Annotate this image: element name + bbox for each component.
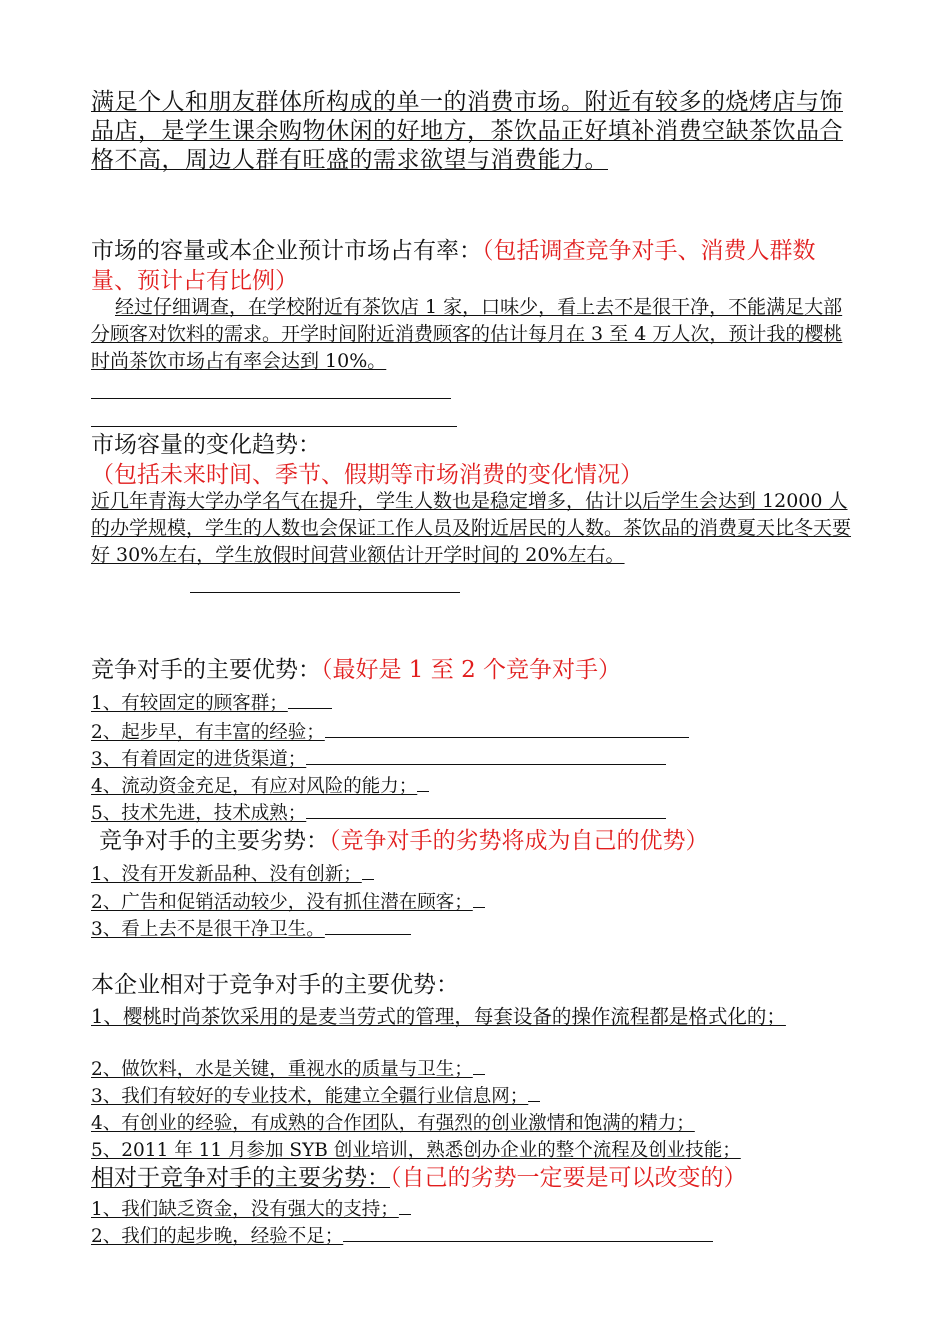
blank-line: [91, 398, 451, 399]
our-weaknesses-note: （自己的劣势一定要是可以改变的）: [390, 1165, 747, 1191]
competitor-weaknesses-heading-block: [99, 826, 869, 856]
competitor-strengths-heading-block: [91, 655, 861, 685]
list-item: 1、樱桃时尚茶饮采用的是麦当劳式的管理，每套设备的操作流程都是格式化的；: [91, 1005, 786, 1028]
list-item: 2、做饮料，水是关键，重视水的质量与卫生；: [91, 1056, 861, 1083]
list-item: 2、起步早，有丰富的经验；: [91, 719, 861, 746]
list-item: 2、我们的起步晚，经验不足；: [91, 1223, 861, 1250]
list-item: 5、技术先进，技术成熟；: [91, 800, 861, 827]
our-weaknesses-heading: 相对于竞争对手的主要劣势：: [91, 1165, 390, 1191]
list-item: 3、看上去不是很干净卫生。: [91, 916, 861, 943]
trend-note: （包括未来时间、季节、假期等市场消费的变化情况）: [91, 462, 643, 488]
capacity-heading: 市场的容量或本企业预计市场占有率：: [91, 238, 482, 264]
our-strengths-heading: 本企业相对于竞争对手的主要优势：: [91, 972, 459, 998]
trend-body: 近几年青海大学办学名气在提升，学生人数也是稳定增多，估计以后学生会达到 12000 人的办学规模，学生的人数也会保证工作人员及附近居民的人数。茶饮品的消费夏天比冬天要好 30%左右，学生放假时间营业额估计开学时间的 20%左右。: [91, 490, 852, 566]
list-item: 1、有较固定的顾客群；: [91, 690, 861, 717]
list-item: 3、我们有较好的专业技术，能建立全疆行业信息网；: [91, 1083, 861, 1110]
competitor-strengths-note: （最好是 1 至 2 个竞争对手）: [321, 657, 622, 683]
competitor-weaknesses-heading: 竞争对手的主要劣势：: [99, 828, 329, 854]
list-item: 2、广告和促销活动较少，没有抓住潜在顾客；: [91, 889, 861, 916]
trend-heading: 市场容量的变化趋势：: [91, 432, 321, 458]
capacity-body: 经过仔细调查，在学校附近有茶饮店 1 家，口味少，看上去不是很干净，不能满足大部分顾客对饮料的需求。开学时间附近消费顾客的估计每月在 3 至 4 万人次，预计我的樱桃时尚茶饮市场占有率会达到 10%。: [91, 296, 843, 372]
intro-paragraph: 满足个人和朋友群体所构成的单一的消费市场。附近有较多的烧烤店与饰品店，是学生课余购物休闲的好地方，茶饮品正好填补消费空缺茶饮品合格不高，周边人群有旺盛的需求欲望与消费能力。: [91, 89, 843, 173]
capacity-note: （包括调查竞争对手、消费人群数量、预计占有比例）: [91, 238, 816, 294]
list-item: 1、我们缺乏资金，没有强大的支持；: [91, 1196, 861, 1223]
trend-heading-block: [91, 430, 861, 490]
competitor-weaknesses-note: （竞争对手的劣势将成为自己的优势）: [329, 828, 709, 854]
list-item: 4、有创业的经验，有成熟的合作团队，有强烈的创业激情和饱满的精力；: [91, 1113, 695, 1134]
blank-line: [91, 426, 457, 427]
capacity-heading-block: [91, 236, 861, 296]
competitor-strengths-heading: 竞争对手的主要优势：: [91, 657, 321, 683]
list-item: 5、2011 年 11 月参加 SYB 创业培训，熟悉创办企业的整个流程及创业技能；: [91, 1140, 741, 1161]
list-item: 3、有着固定的进货渠道；: [91, 746, 861, 773]
list-item: 4、流动资金充足，有应对风险的能力；: [91, 773, 861, 800]
blank-line: [190, 592, 460, 593]
our-weaknesses-heading-block: [91, 1163, 861, 1193]
list-item: 1、没有开发新品种、没有创新；: [91, 861, 861, 888]
